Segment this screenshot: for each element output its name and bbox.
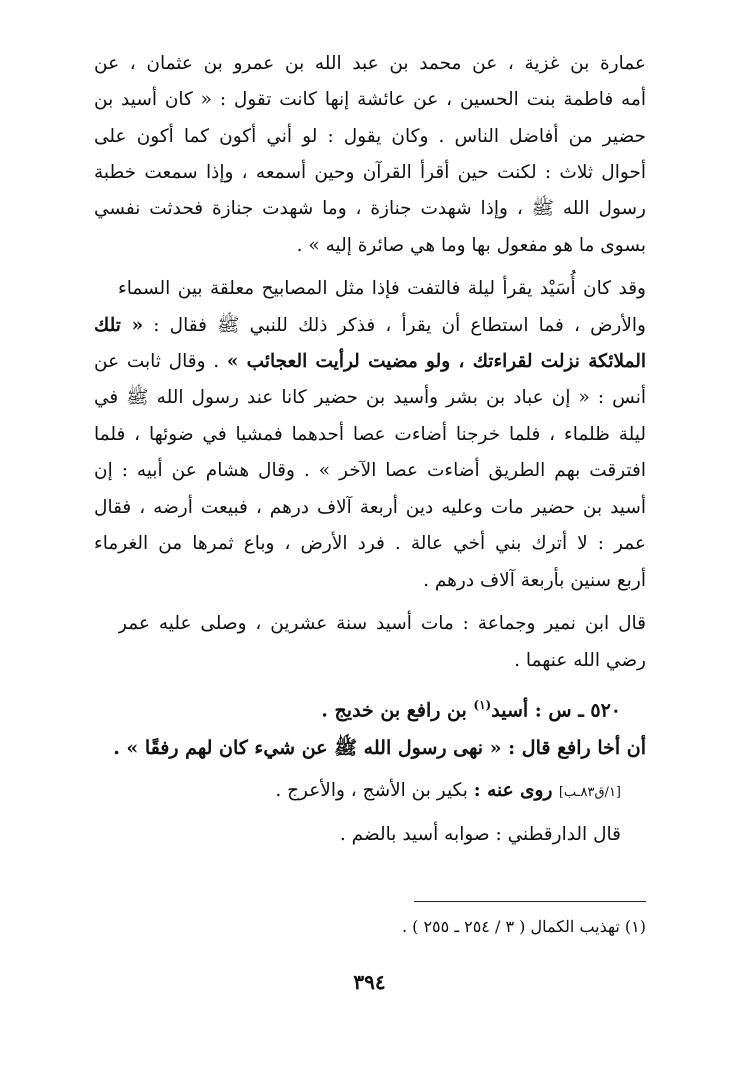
text-line: أحوال ثلاث : لكنت حين أقرأ القرآن وحين أسمعه ، وإذا سمعت خطبة xyxy=(94,162,646,183)
text-line: وقد كان أُسَيْد يقرأ ليلة فالتفت فإذا مثل المصابيح معلقة بين السماء xyxy=(118,278,646,299)
entry-hadith: أن أخا رافع قال : « نهى رسول الله ﷺ عن شيء كان لهم رفقًا » . xyxy=(113,737,646,759)
manuscript-ref: [١/ق٨٣ـب] xyxy=(558,785,621,800)
text-line: أنس : « إن عباد بن بشر وأسيد بن حضير كانا عند رسول الله ﷺ في xyxy=(94,387,646,408)
narrators-list: بكير بن الأشج ، والأعرج . xyxy=(275,780,474,801)
narrators-line xyxy=(94,771,621,811)
text-line: أمه فاطمة بنت الحسين ، عن عائشة إنها كانت تقول : « كان أسيد بن xyxy=(94,89,646,110)
text-line: رضي الله عنهما . xyxy=(514,650,646,671)
page-number: ٣٩٤ xyxy=(353,970,386,994)
entry-heading xyxy=(94,685,621,725)
entry-heading-prefix: ٥٢٠ ـ س : أسيد xyxy=(491,699,621,722)
text-line: بسوى ما هو مفعول بها وما هي صائرة إليه » . xyxy=(296,235,646,256)
text-line: رسول الله ﷺ ، وإذا شهدت جنازة ، وما شهدت جنازة فحدثت نفسي xyxy=(94,198,646,219)
quote-bold: الملائكة نزلت لقراءتك ، ولو مضيت لرأيت العجائب » xyxy=(226,351,646,372)
footnote-divider xyxy=(414,901,646,902)
text-line: افترقت بهم الطريق أضاءت عصا الآخر » . وقال هشام عن أبيه : إن xyxy=(94,460,646,481)
text-line: ليلة ظلماء ، فلما خرجنا أضاءت عصا أحدهما فمشيا في ضوئها ، فلما xyxy=(94,424,646,445)
text-line: أسيد بن حضير مات وعليه دين أربعة آلاف درهم ، فبيعت أرضه ، فقال xyxy=(94,497,646,518)
text-line: حضير من أفاضل الناس . وكان يقول : لو أني أكون كما أكون على xyxy=(94,126,646,147)
footnote: (١) تهذيب الكمال ( ٣ / ٢٥٤ ـ ٢٥٥ ) . xyxy=(401,917,646,936)
entry-heading-suffix: بن رافع بن خديج . xyxy=(321,699,474,722)
text-segment: والأرض ، فما استطاع أن يقرأ ، فذكر ذلك للنبي ﷺ فقال : xyxy=(143,315,646,336)
text-line: عمر : لا أترك بني أخي عالة . فرد الأرض ، وباع ثمرها من الغرماء xyxy=(94,533,646,554)
quote-bold: « تلك xyxy=(94,315,144,336)
narrators-label: روى عنه : xyxy=(473,780,559,801)
text-line: قال ابن نمير وجماعة : مات أسيد سنة عشرين ، وصلى عليه عمر xyxy=(118,613,646,634)
text-segment: . وقال ثابت عن xyxy=(94,351,227,372)
text-line xyxy=(94,342,646,382)
text-line: أربع سنين بأربعة آلاف درهم . xyxy=(423,570,646,591)
text-line: عمارة بن غزية ، عن محمد بن عبد الله بن عمرو بن عثمان ، عن xyxy=(94,53,646,74)
text-line xyxy=(94,306,646,346)
footnote-marker: (١) xyxy=(473,698,492,712)
daraqutni-line: قال الدارقطني : صوابه أسيد بالضم . xyxy=(339,824,621,845)
